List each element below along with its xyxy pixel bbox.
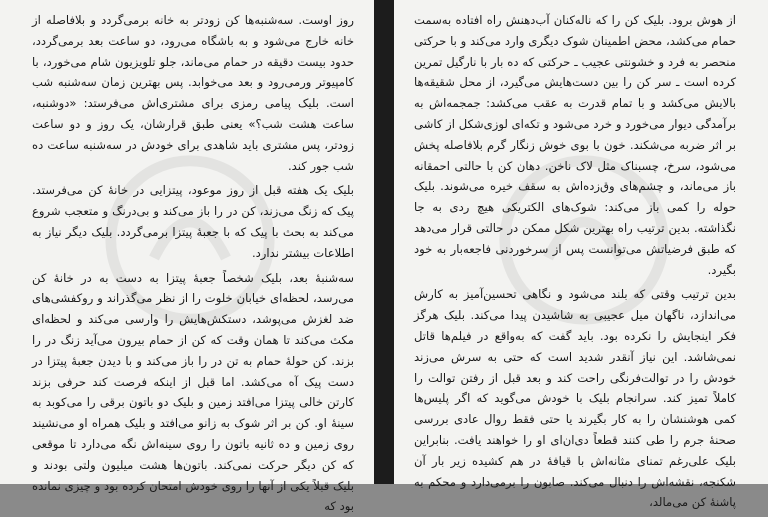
watermark-emblem-icon [100,150,280,330]
book-gutter [374,0,394,484]
right-paragraph-1: از هوش برود. بلیک کن را که ناله‌کنان آب‌دهنش راه افتاده به‌سمت حمام می‌کشد، محض اطمینان شوک دیگری وارد می‌کند و با حرکتی منحصر به فرد و خشونتی عجیب ـ حرکتی که ده بار با نارگیل تمرین کرده است ـ سر کن را بین دست‌هایش می‌گیرد، از محل شقیقه‌ها بالایش می‌کشد و با تمام قدرت به عقب می‌کشد: جمجمه‌اش به برآمدگی دیوار می‌خورد و خرد می‌شود و تکه‌ای لوزی‌شکل از کاشی بر اثر ضربه می‌شکند. خون با بوی خوش زنگار گرم بلافاصله پخش می‌شود، سرخ، چسبناک مثل لاک ناخن. دهان کن با حالتی احمقانه باز می‌ماند، و چشم‌های وق‌زده‌اش به سقف خیره می‌شوند. بلیک حوله را کمی باز می‌کند: شوک‌های الکتریکی هیچ ردی به جا نگذاشته. بدین ترتیب راه بهترین شکل ممکن در حالتی قرار می‌دهد که طبق فرضیاتش می‌توانست پس از سرخوردنی فاجعه‌بار به خود بگیرد. [414,13,736,277]
left-paragraph-1: روز اوست. سه‌شنبه‌ها کن زودتر به خانه برمی‌گردد و بلافاصله از خانه خارج می‌شود و به باشگاه می‌رود، دو ساعت بعد برمی‌گردد، حدود بیست دقیقه در حمام می‌ماند، جلو تلویزیون شام می‌خورد، با کامپیوتر ورمی‌رود و بعد می‌خوابد. پس بهترین زمان سه‌شنبه شب است. بلیک پیامی رمزی برای مشتری‌اش می‌فرستد: «دوشنبه، ساعت هشت شب؟» یعنی طبق قرارشان، یک روز و دو ساعت زودتر، پس مشتری باید شاهدی برای خودش در سه‌شنبه ساعت ده شب جور کند. [32,13,354,173]
right-page [394,0,768,510]
left-paragraph-2: بلیک یک هفته قبل از روز موعود، پیتزایی در خانهٔ کن می‌فرستد. پیک که زنگ می‌زند، کن در را باز می‌کند و بی‌درنگ و متعجب شروع می‌کند به بحث با پیک که با جعبهٔ پیتزا برمی‌گردد. بلیک دیگر نیاز به اطلاعات بیشتر ندارد. [32,183,354,260]
watermark-emblem-icon [494,150,674,330]
right-paragraph-2: بدین ترتیب وقتی که بلند می‌شود و نگاهی تحسین‌آمیز به کارش می‌اندازد، ناگهان میل عجیبی به شاشیدن پیدا می‌کند. بلیک هرگز فکر اینجایش را نکرده بود. باید گفت که به‌واقع در فیلم‌ها قاتل نمی‌شاشد. این نیاز آنقدر شدید است که حتی به سرش می‌زند خودش را در توالت‌فرنگی راحت کند و بعد قبل از رفتن توالت را کاملاً تمیز کند. سرانجام بلیک با خودش می‌گوید که اگر پلیس‌ها کمی هوشنشان را به کار بگیرند یا حتی فقط روال عادی بررسی صحنهٔ جرم را طی کنند قطعاً دی‌ان‌ای او را خواهند یافت. بنابراین بلیک علی‌رغم تمنای مثانه‌اش با قیافهٔ در هم کشیده زیر بار آن شکنجه، نقشه‌اش را دنبال می‌کند. صابون را برمی‌دارد و محکم به پاشنهٔ کن می‌مالد، [414,287,736,510]
left-page [0,0,374,514]
left-paragraph-3: سه‌شنبهٔ بعد، بلیک شخصاً جعبهٔ پیتزا به دست به در خانهٔ کن می‌رسد، لحظه‌ای خیابان خلوت را از نظر می‌گذراند و روکفشی‌های ضد لغزش می‌پوشد، دستکش‌هایش را وارسی می‌کند و لحظه‌ای مکث می‌کند تا همان وقت که کن از حمام بیرون می‌آید زنگ در را بزند. کن حولهٔ حمام به تن در را باز می‌کند و با دیدن جعبهٔ پیتزا در دست پیک آه می‌کشد. اما قبل از اینکه فرصت کند حرفی بزند کارتن خالی پیتزا می‌افتد زمین و بلیک دو باتون برقی را می‌کوبد به سینهٔ او. کن بر اثر شوک به زانو می‌افتد و بلیک همراه او می‌نشیند روی زمین و ده ثانیه باتون را روی سینه‌اش نگه می‌دارد تا موقعی که کن دیگر حرکت نمی‌کند. باتون‌ها هشت میلیون ولتی بودند و بلیک قبلاً یکی از آنها را روی خودش امتحان کرده بود و چیزی نمانده بود که [32,270,354,514]
